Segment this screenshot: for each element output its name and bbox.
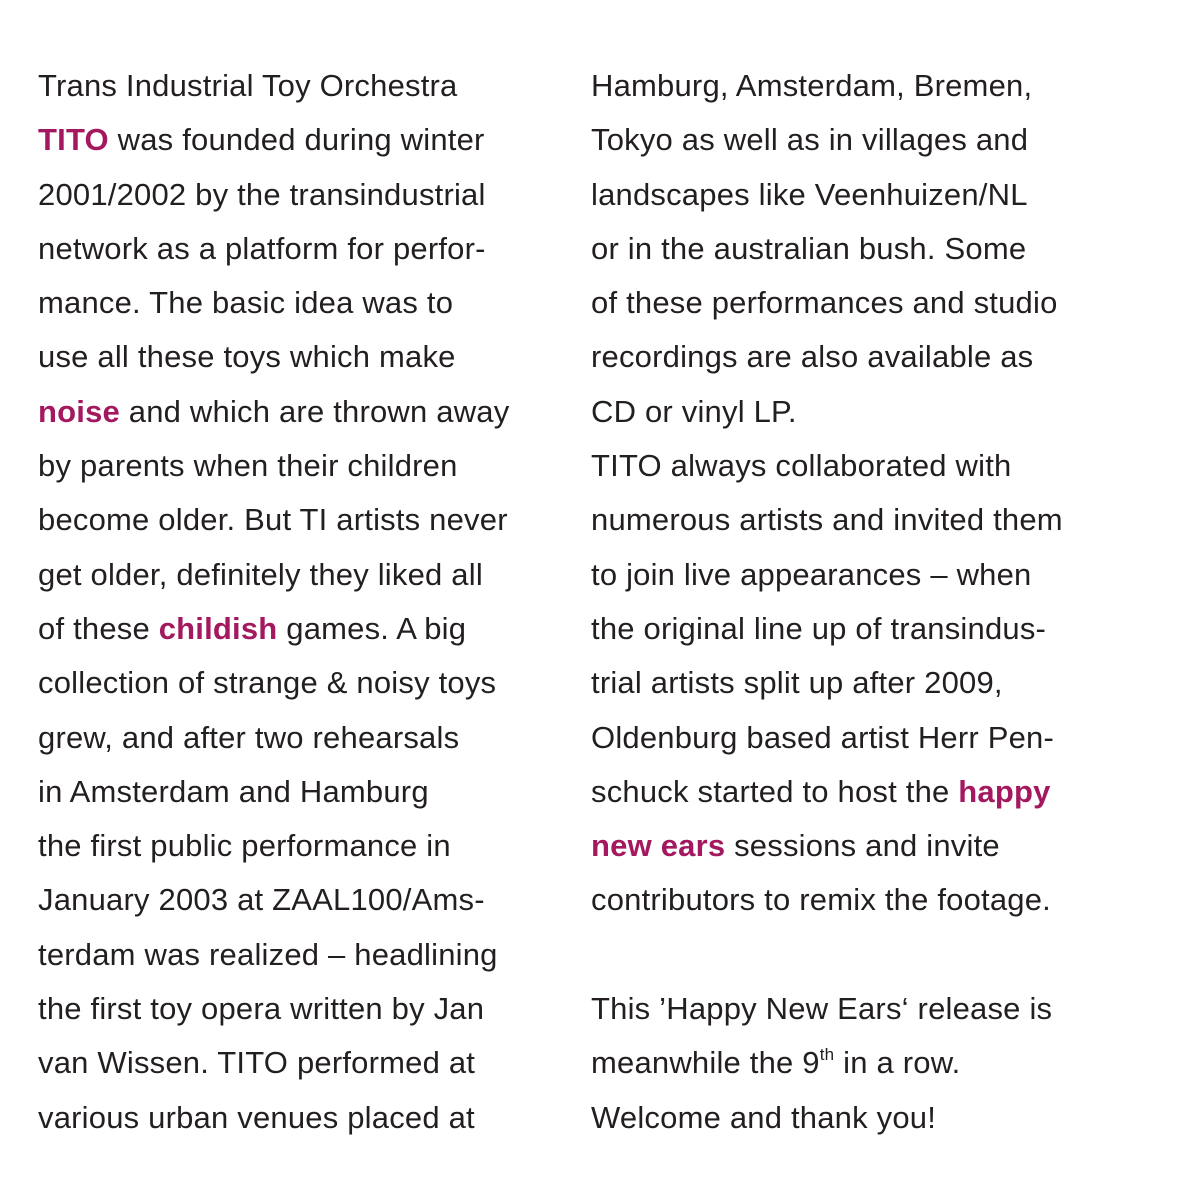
text-run: become older. But TI artists never (38, 502, 508, 538)
text-line (38, 330, 568, 384)
text-line (38, 711, 568, 765)
text-line (591, 1036, 1151, 1090)
text-run: Oldenburg based artist Herr Pen- (591, 719, 1055, 755)
text-run: in a row. (834, 1045, 961, 1081)
text-run: get older, definitely they liked all (38, 556, 483, 592)
text-run: of these performances and studio (591, 285, 1058, 321)
text-run: mance. The basic idea was to (38, 285, 454, 321)
text-line (591, 330, 1151, 384)
text-run: network as a platform for perfor- (38, 230, 486, 266)
highlighted-term: happy (958, 773, 1051, 809)
text-line (38, 1091, 568, 1145)
text-run: This ’Happy New Ears‘ release is (591, 991, 1053, 1027)
text-run: sessions and invite (725, 828, 1000, 864)
text-line (38, 982, 568, 1036)
text-line (591, 548, 1151, 602)
text-run: van Wissen. TITO performed at (38, 1045, 476, 1081)
text-run: trial artists split up after 2009, (591, 665, 1003, 701)
right-text-column (591, 59, 1151, 1145)
text-run: use all these toys which make (38, 339, 456, 375)
text-run: landscapes like Veenhuizen/NL (591, 176, 1028, 212)
text-run: of these (38, 610, 159, 646)
text-line (591, 493, 1151, 547)
text-line (591, 711, 1151, 765)
text-line (38, 276, 568, 330)
text-run: various urban venues placed at (38, 1099, 475, 1135)
text-line (38, 439, 568, 493)
text-line (591, 385, 1151, 439)
text-run: or in the australian bush. Some (591, 230, 1027, 266)
text-run: in Amsterdam and Hamburg (38, 773, 429, 809)
text-line (591, 222, 1151, 276)
text-line (591, 982, 1151, 1036)
text-line (38, 222, 568, 276)
highlighted-term: TITO (38, 122, 109, 158)
text-run: collection of strange & noisy toys (38, 665, 497, 701)
text-line (591, 59, 1151, 113)
text-line (38, 113, 568, 167)
text-run: meanwhile the 9 (591, 1045, 820, 1081)
ordinal-suffix: th (819, 1045, 835, 1065)
text-line (38, 493, 568, 547)
highlighted-term: childish (158, 610, 278, 646)
text-run: and which are thrown away (119, 393, 510, 429)
text-line (591, 439, 1151, 493)
text-run: grew, and after two rehearsals (38, 719, 460, 755)
text-run: games. A big (277, 610, 467, 646)
highlighted-term: noise (38, 393, 120, 429)
text-run: Trans Industrial Toy Orchestra (38, 68, 458, 103)
text-line (591, 656, 1151, 710)
text-run: was founded during winter (108, 122, 485, 158)
text-line (38, 59, 568, 113)
text-line (38, 1036, 568, 1090)
text-run: to join live appearances – when (591, 556, 1032, 592)
left-text-column (38, 59, 568, 1145)
text-run: recordings are also available as (591, 339, 1034, 375)
highlighted-term: new ears (591, 828, 726, 864)
text-line (591, 765, 1151, 819)
text-run: Tokyo as well as in villages and (591, 122, 1029, 158)
text-line (591, 873, 1151, 927)
text-line (591, 168, 1151, 222)
text-line (591, 113, 1151, 167)
text-line (591, 276, 1151, 330)
text-run: numerous artists and invited them (591, 502, 1063, 538)
text-run: by parents when their children (38, 448, 458, 484)
text-run: the first toy opera written by Jan (38, 991, 485, 1027)
blank-line (591, 928, 1151, 982)
text-run: 2001/2002 by the transindustrial (38, 176, 486, 212)
text-line (591, 1091, 1151, 1145)
text-line (38, 168, 568, 222)
text-line (38, 873, 568, 927)
text-run: contributors to remix the footage. (591, 882, 1051, 918)
text-run: terdam was realized – headlining (38, 936, 498, 972)
text-line (38, 548, 568, 602)
text-line (38, 819, 568, 873)
text-run: TITO always collaborated with (591, 448, 1012, 484)
text-line (591, 819, 1151, 873)
text-run: the first public performance in (38, 828, 451, 864)
text-run: CD or vinyl LP. (591, 393, 797, 429)
text-run: schuck started to host the (591, 773, 959, 809)
text-run: the original line up of transindus- (591, 610, 1047, 646)
text-line (591, 602, 1151, 656)
text-run: Welcome and thank you! (591, 1099, 937, 1135)
text-line (38, 928, 568, 982)
text-line (38, 602, 568, 656)
text-line (38, 656, 568, 710)
text-run: Hamburg, Amsterdam, Bremen, (591, 68, 1033, 103)
text-run: January 2003 at ZAAL100/Ams- (38, 882, 485, 918)
text-line (38, 385, 568, 439)
text-line (38, 765, 568, 819)
